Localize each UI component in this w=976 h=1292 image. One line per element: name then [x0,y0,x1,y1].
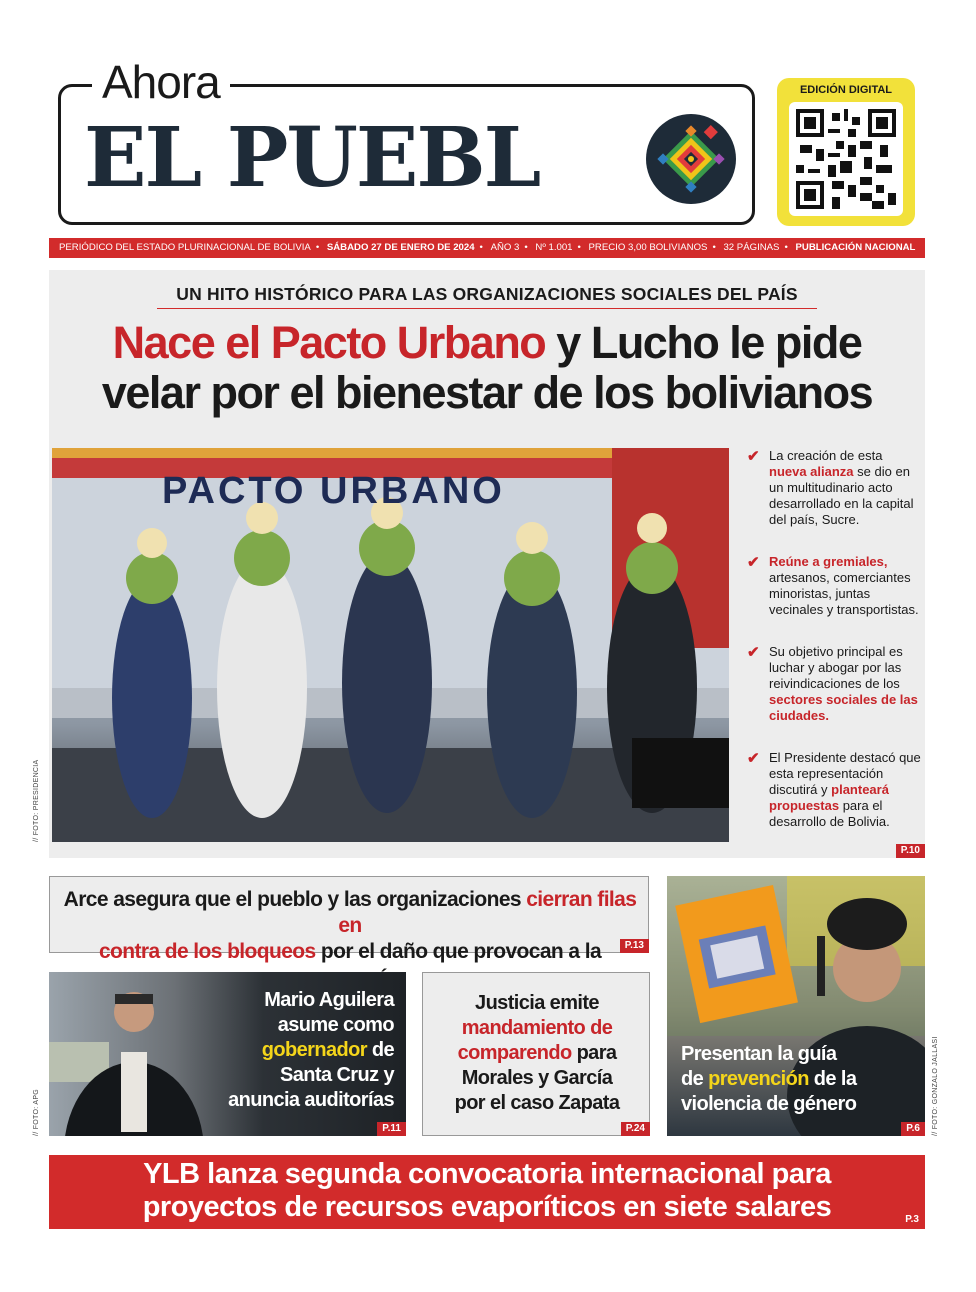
info-date: SÁBADO 27 DE ENERO DE 2024 [326,242,475,253]
check-icon: ✔ [747,554,760,571]
story-arce-headline: Arce asegura que el pueblo y las organizaciones cierran filas en contra de los bloqueos por el daño que provocan a la [63,888,637,963]
qr-label: EDICIÓN DIGITAL [799,84,893,96]
main-story[interactable] [33,270,925,858]
main-photo[interactable] [52,448,729,842]
story-ylb[interactable] [49,1155,925,1229]
story-guia-page-tag: P.6 [901,1122,925,1136]
qr-edition-box[interactable] [777,78,915,226]
main-kicker: UN HITO HISTÓRICO PARA LAS ORGANIZACIONES SOCIALES DEL PAÍS [176,284,798,304]
mario-photo-credit: // FOTO: APG [33,1088,40,1136]
bullet-item: ✔ El Presidente destacó que esta representación discutirá y planteará propuestas para el desarrollo de Bolivia. [747,750,921,829]
story-justicia-page-tag: P.24 [621,1122,650,1136]
story-mario-headline: Mario Aguilera asume como gobernador de Santa Cruz y anuncia auditorías [228,989,394,1111]
masthead-ahora: Ahora [92,56,230,108]
story-guia-headline: Presentan la guía de prevención de la violencia de género [681,1043,857,1115]
headline-part-1: y Lucho le pide [545,317,862,368]
photo-credit: // FOTO: PRESIDENCIA [33,759,40,842]
story-mario-aguilera[interactable] [49,972,406,1136]
info-pages: 32 PÁGINAS [723,242,780,253]
main-headline[interactable] [49,318,925,418]
info-publisher: PERIÓDICO DEL ESTADO PLURINACIONAL DE BOLIVIA [59,242,311,253]
headline-part-2: velar por el bienestar de los bolivianos [101,367,873,418]
story-arce[interactable] [49,876,649,963]
info-scope: PUBLICACIÓN NACIONAL [795,242,916,253]
masthead-title: EL PUEBL [84,110,540,206]
story-justicia[interactable] [422,972,650,1136]
check-icon: ✔ [747,750,760,767]
kicker-divider [157,308,817,309]
check-icon: ✔ [747,644,760,661]
info-issue: Nº 1.001 [535,242,573,253]
photo-banner-text: PACTO URBANO [162,470,505,512]
main-page-tag: P.10 [896,844,925,858]
story-mario-page-tag: P.11 [377,1122,406,1136]
edition-info-strip: PERIÓDICO DEL ESTADO PLURINACIONAL DE BOLIVIA • SÁBADO 27 DE ENERO DE 2024 • AÑO 3 • Nº 1.001 • PRECIO 3,00 BOLIVIANOS • 32 PÁGINAS • PUBLICACIÓN NACIONAL [49,238,925,258]
aguayo-logo-icon [646,114,736,204]
bullet-item: ✔ La creación de esta nueva alianza se dio en un multitudinario acto desarrollado en la capital del país, Sucre. [747,448,914,527]
headline-red-part: Nace el Pacto Urbano [112,317,546,368]
main-bullets [747,448,923,856]
guia-photo-credit: // FOTO: GONZALO JALLASI [932,1036,939,1136]
story-ylb-page-tag: P.3 [905,1214,919,1225]
story-guia[interactable] [667,876,925,1136]
info-year: AÑO 3 [490,242,520,253]
story-justicia-headline: Justicia emite mandamiento de comparendo para Morales y García por el caso Zapata [454,992,620,1114]
story-ylb-headline: YLB lanza segunda convocatoria internacional para proyectos de recursos evaporíticos en siete salares [142,1158,832,1223]
bullet-item: ✔ Su objetivo principal es luchar y abogar por las reivindicaciones de los sectores sociales de las ciudades. [747,644,918,723]
qr-code-icon[interactable] [789,102,903,216]
info-price: PRECIO 3,00 BOLIVIANOS [588,242,708,253]
story-arce-page-tag: P.13 [620,939,649,953]
check-icon: ✔ [747,448,760,465]
bullet-item: ✔ Reúne a gremiales, artesanos, comerciantes minoristas, juntas vecinales y transportistas. [747,554,919,617]
